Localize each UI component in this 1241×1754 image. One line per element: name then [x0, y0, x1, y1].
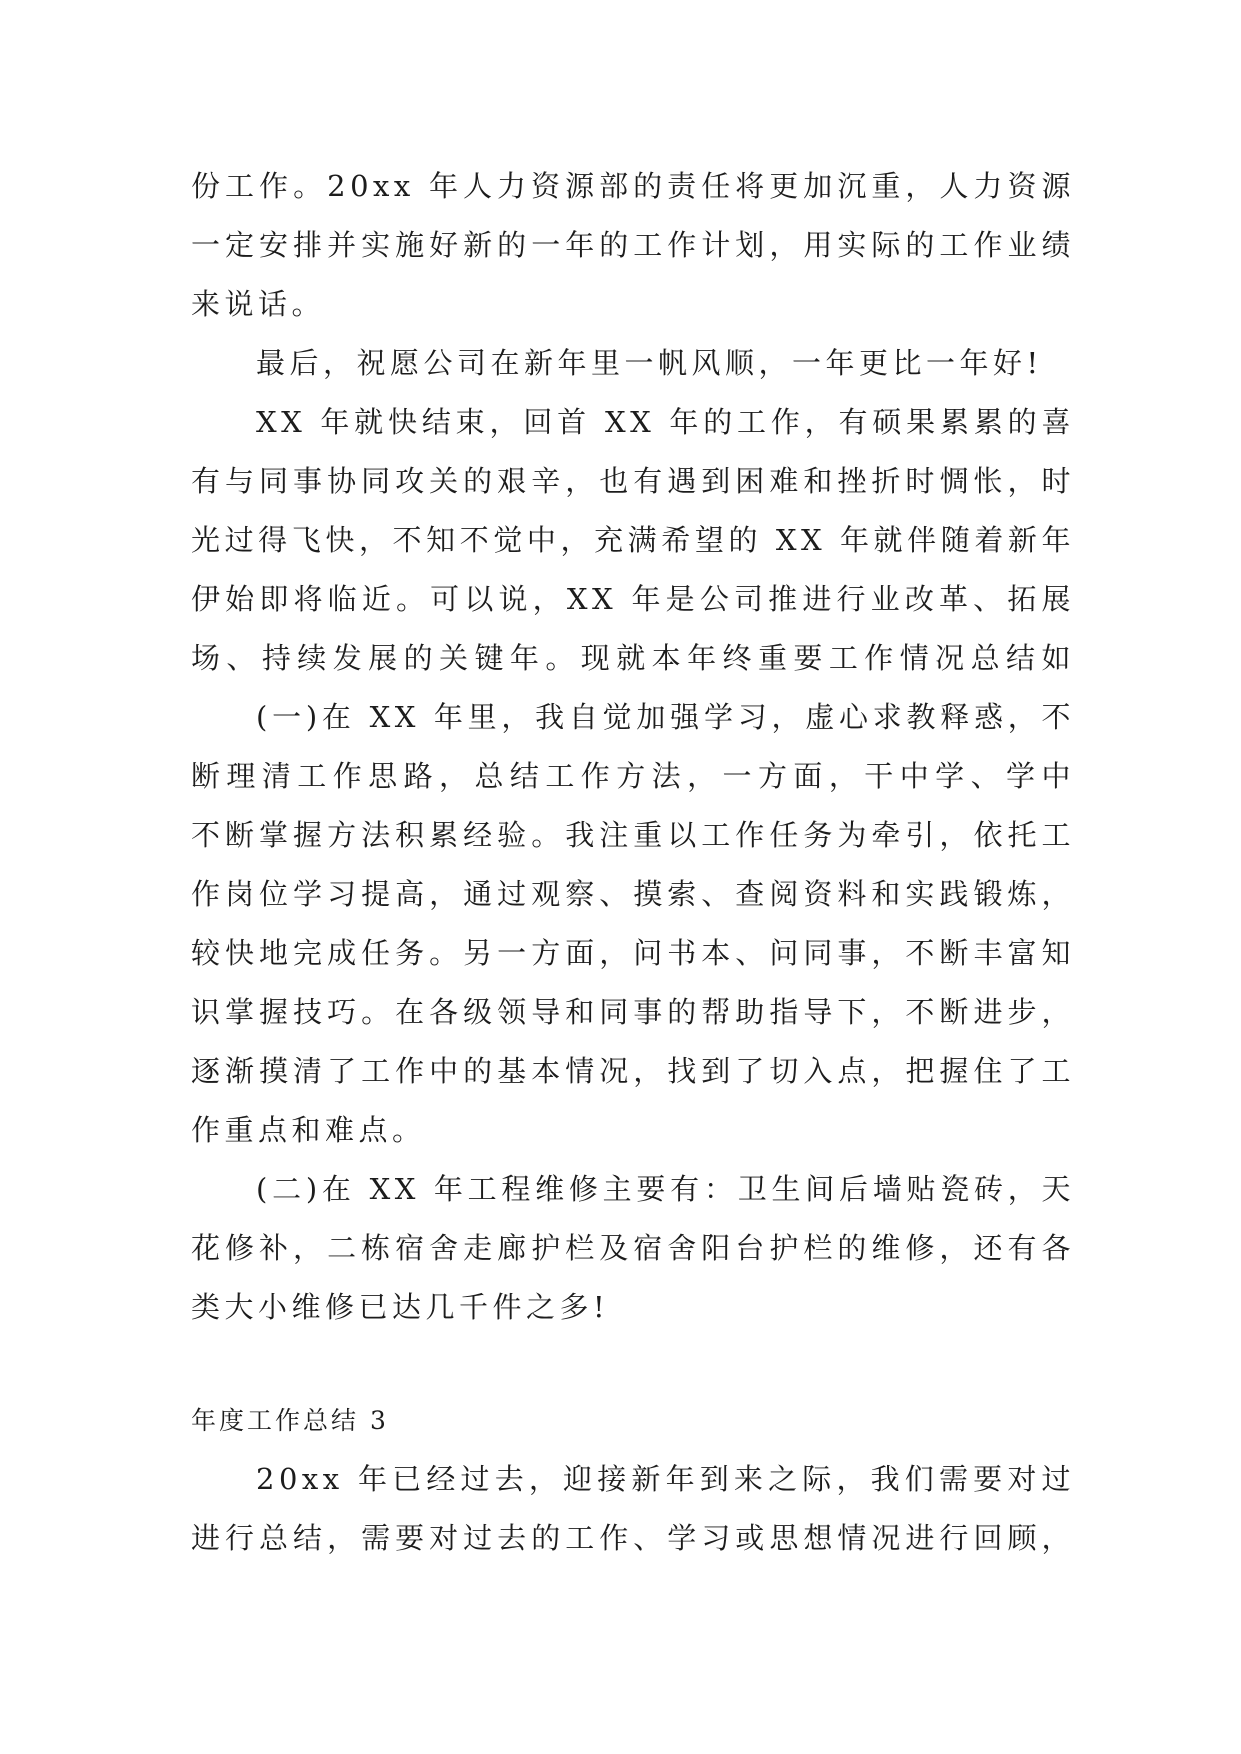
text-line: 伊始即将临近。可以说，XX 年是公司推进行业改革、拓展	[191, 582, 1075, 616]
paragraph	[191, 393, 1075, 688]
text-line: (二)在 XX 年工程维修主要有：卫生间后墙贴瓷砖，天	[256, 1172, 1075, 1206]
text-line: 断理清工作思路，总结工作方法，一方面，干中学、学中	[191, 759, 1075, 793]
text-line: 场、持续发展的关键年。现就本年终重要工作情况总结如	[191, 641, 1075, 675]
paragraph	[191, 157, 1075, 334]
text-line: 份工作。20xx 年人力资源部的责任将更加沉重，人力资源	[191, 169, 1075, 203]
paragraph	[191, 1160, 1075, 1337]
text-line: 逐渐摸清了工作中的基本情况，找到了切入点，把握住了工	[191, 1054, 1075, 1088]
text-line: 20xx 年已经过去，迎接新年到来之际，我们需要对过	[256, 1462, 1075, 1496]
text-line: 作岗位学习提高，通过观察、摸索、查阅资料和实践锻炼，	[191, 877, 1075, 911]
text-line: 光过得飞快，不知不觉中，充满希望的 XX 年就伴随着新年	[191, 523, 1075, 557]
text-line: 识掌握技巧。在各级领导和同事的帮助指导下，不断进步，	[191, 995, 1075, 1029]
paragraph	[191, 1450, 1075, 1568]
section-heading: 年度工作总结 3	[191, 1406, 389, 1435]
text-line: (一)在 XX 年里，我自觉加强学习，虚心求教释惑，不	[256, 700, 1075, 734]
text-line: 花修补，二栋宿舍走廊护栏及宿舍阳台护栏的维修，还有各	[191, 1231, 1075, 1265]
text-line: 一定安排并实施好新的一年的工作计划，用实际的工作业绩	[191, 228, 1075, 262]
paragraph	[191, 688, 1075, 1160]
paragraph	[191, 334, 1075, 393]
document-body	[191, 157, 1075, 1568]
text-line: XX 年就快结束，回首 XX 年的工作，有硕果累累的喜	[256, 405, 1075, 439]
text-line: 类大小维修已达几千件之多!	[191, 1290, 610, 1324]
text-line: 最后，祝愿公司在新年里一帆风顺，一年更比一年好!	[256, 346, 1043, 380]
text-line: 进行总结，需要对过去的工作、学习或思想情况进行回顾，	[191, 1521, 1075, 1555]
text-line: 有与同事协同攻关的艰辛，也有遇到困难和挫折时惆怅，时	[191, 464, 1075, 498]
text-line: 较快地完成任务。另一方面，问书本、问同事，不断丰富知	[191, 936, 1075, 970]
text-line: 作重点和难点。	[191, 1113, 426, 1147]
text-line: 不断掌握方法积累经验。我注重以工作任务为牵引，依托工	[191, 818, 1075, 852]
text-line: 来说话。	[191, 287, 326, 321]
